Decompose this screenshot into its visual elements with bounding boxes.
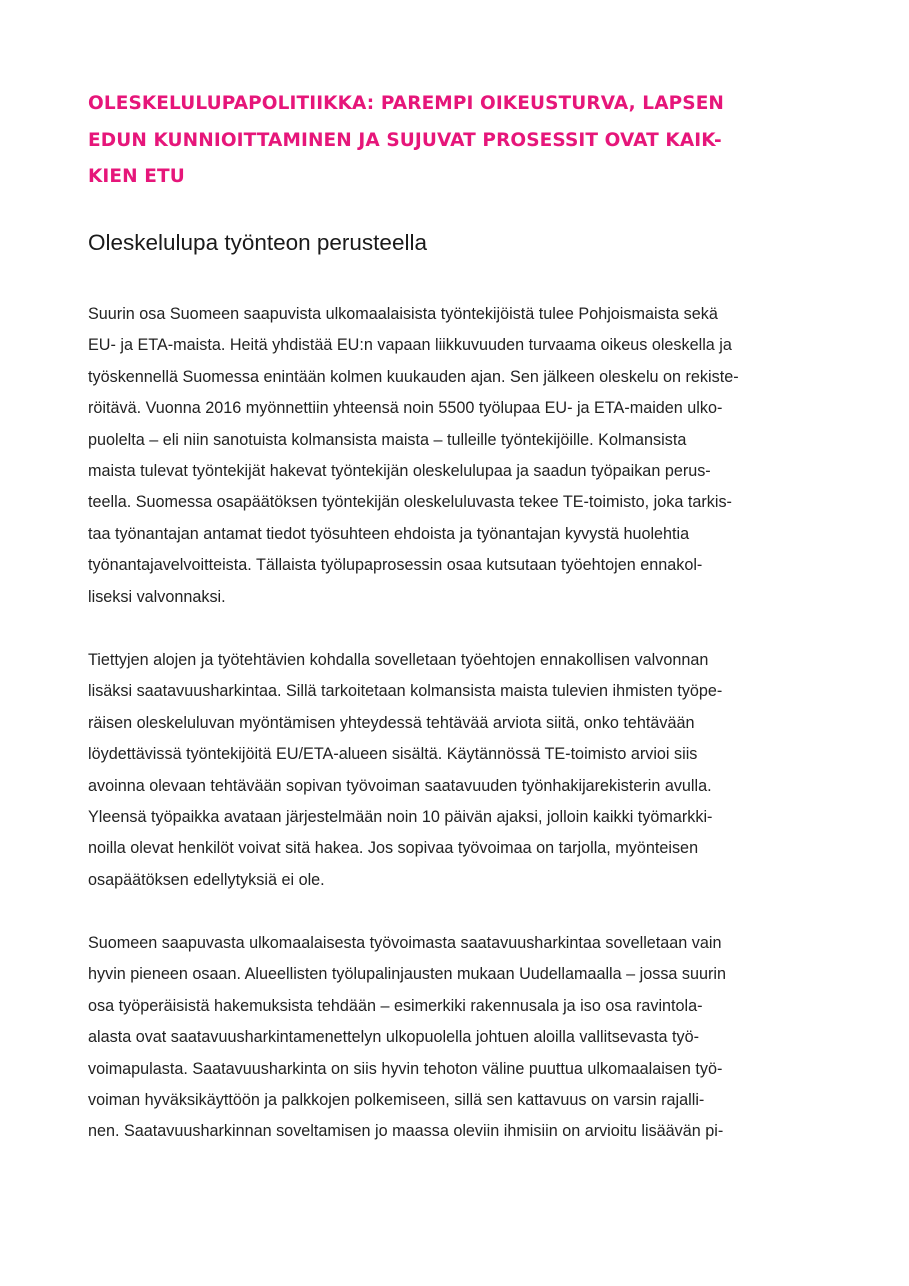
- paragraph-line: alasta ovat saatavuusharkintamenettelyn ulkopuolella johtuen aloilla vallitsevasta työ-: [88, 1028, 699, 1047]
- paragraph-line: osapäätöksen edellytyksiä ei ole.: [88, 870, 325, 889]
- title-line: EDUN KUNNIOITTAMINEN JA SUJUVAT PROSESSIT OVAT KAIK-: [88, 129, 722, 151]
- paragraph-line: lisäksi saatavuusharkintaa. Sillä tarkoitetaan kolmansista maista tulevien ihmisten työpe-: [88, 682, 723, 701]
- paragraph-line: Tiettyjen alojen ja työtehtävien kohdalla sovelletaan työehtojen ennakollisen valvonnan: [88, 651, 709, 669]
- paragraph-line: voimapulasta. Saatavuusharkinta on siis hyvin tehoton väline puuttua ulkomaalaisen työ-: [88, 1059, 723, 1078]
- paragraph-line: teella. Suomessa osapäätöksen työntekijän oleskeluluvasta tekee TE-toimisto, joka tarkis-: [88, 493, 732, 512]
- paragraph-line: liseksi valvonnaksi.: [88, 587, 226, 606]
- paragraph-line: työnantajavelvoitteista. Tällaista työlupaprosessin osaa kutsutaan työehtojen ennakol-: [88, 556, 703, 575]
- document-title: [88, 86, 798, 196]
- paragraph-3: [88, 928, 848, 1148]
- paragraph-line: hyvin pieneen osaan. Alueellisten työlupalinjausten mukaan Uudellamaalla – jossa suurin: [88, 965, 727, 984]
- paragraph-line: räisen oleskeluluvan myöntämisen yhteydessä tehtävää arviota siitä, onko tehtävään: [88, 713, 695, 732]
- paragraph-line: Yleensä työpaikka avataan järjestelmään noin 10 päivän ajaksi, jolloin kaikki työmarkki-: [88, 808, 713, 827]
- paragraph-2: [88, 645, 848, 896]
- paragraph-line: maista tulevat työntekijät hakevat työntekijän oleskelulupaa ja saadun työpaikan perus-: [88, 462, 711, 481]
- paragraph-line: Suomeen saapuvasta ulkomaalaisesta työvoimasta saatavuusharkintaa sovelletaan vain: [88, 934, 722, 952]
- paragraph-line: osa työperäisistä hakemuksista tehdään – esimerkiki rakennusala ja iso osa ravintola-: [88, 996, 703, 1015]
- paragraph-line: taa työnantajan antamat tiedot työsuhteen ehdoista ja työnantajan kyvystä huolehtia: [88, 524, 690, 543]
- paragraph-line: avoinna olevaan tehtävään sopivan työvoiman saatavuuden työnhakijarekisterin avulla.: [88, 776, 712, 795]
- paragraph-line: noilla olevat henkilöt voivat sitä hakea. Jos sopivaa työvoimaa on tarjolla, myönteisen: [88, 839, 699, 858]
- paragraph-line: löydettävissä työntekijöitä EU/ETA-alueen sisältä. Käytännössä TE-toimisto arvioi siis: [88, 745, 698, 764]
- paragraph-line: puolelta – eli niin sanotuista kolmansista maista – tulleille työntekijöille. Kolmansista: [88, 430, 687, 449]
- paragraph-1: [88, 299, 848, 613]
- paragraph-line: nen. Saatavuusharkinnan soveltamisen jo maassa oleviin ihmisiin on arvioitu lisäävän pi-: [88, 1122, 724, 1141]
- paragraph-line: työskennellä Suomessa enintään kolmen kuukauden ajan. Sen jälkeen oleskelu on rekiste-: [88, 367, 739, 386]
- section-heading: Oleskelulupa työnteon perusteella: [88, 230, 427, 255]
- paragraph-line: voiman hyväksikäyttöön ja palkkojen polkemiseen, sillä sen kattavuus on varsin rajalli-: [88, 1091, 705, 1110]
- paragraph-line: Suurin osa Suomeen saapuvista ulkomaalaisista työntekijöistä tulee Pohjoismaista sekä: [88, 305, 718, 323]
- paragraph-line: röitävä. Vuonna 2016 myönnettiin yhteensä noin 5500 työlupaa EU- ja ETA-maiden ulko-: [88, 399, 723, 418]
- title-line: KIEN ETU: [88, 166, 185, 187]
- title-line: OLESKELULUPAPOLITIIKKA: PAREMPI OIKEUSTURVA, LAPSEN: [88, 93, 725, 114]
- paragraph-line: EU- ja ETA-maista. Heitä yhdistää EU:n vapaan liikkuvuuden turvaama oikeus oleskella ja: [88, 336, 732, 355]
